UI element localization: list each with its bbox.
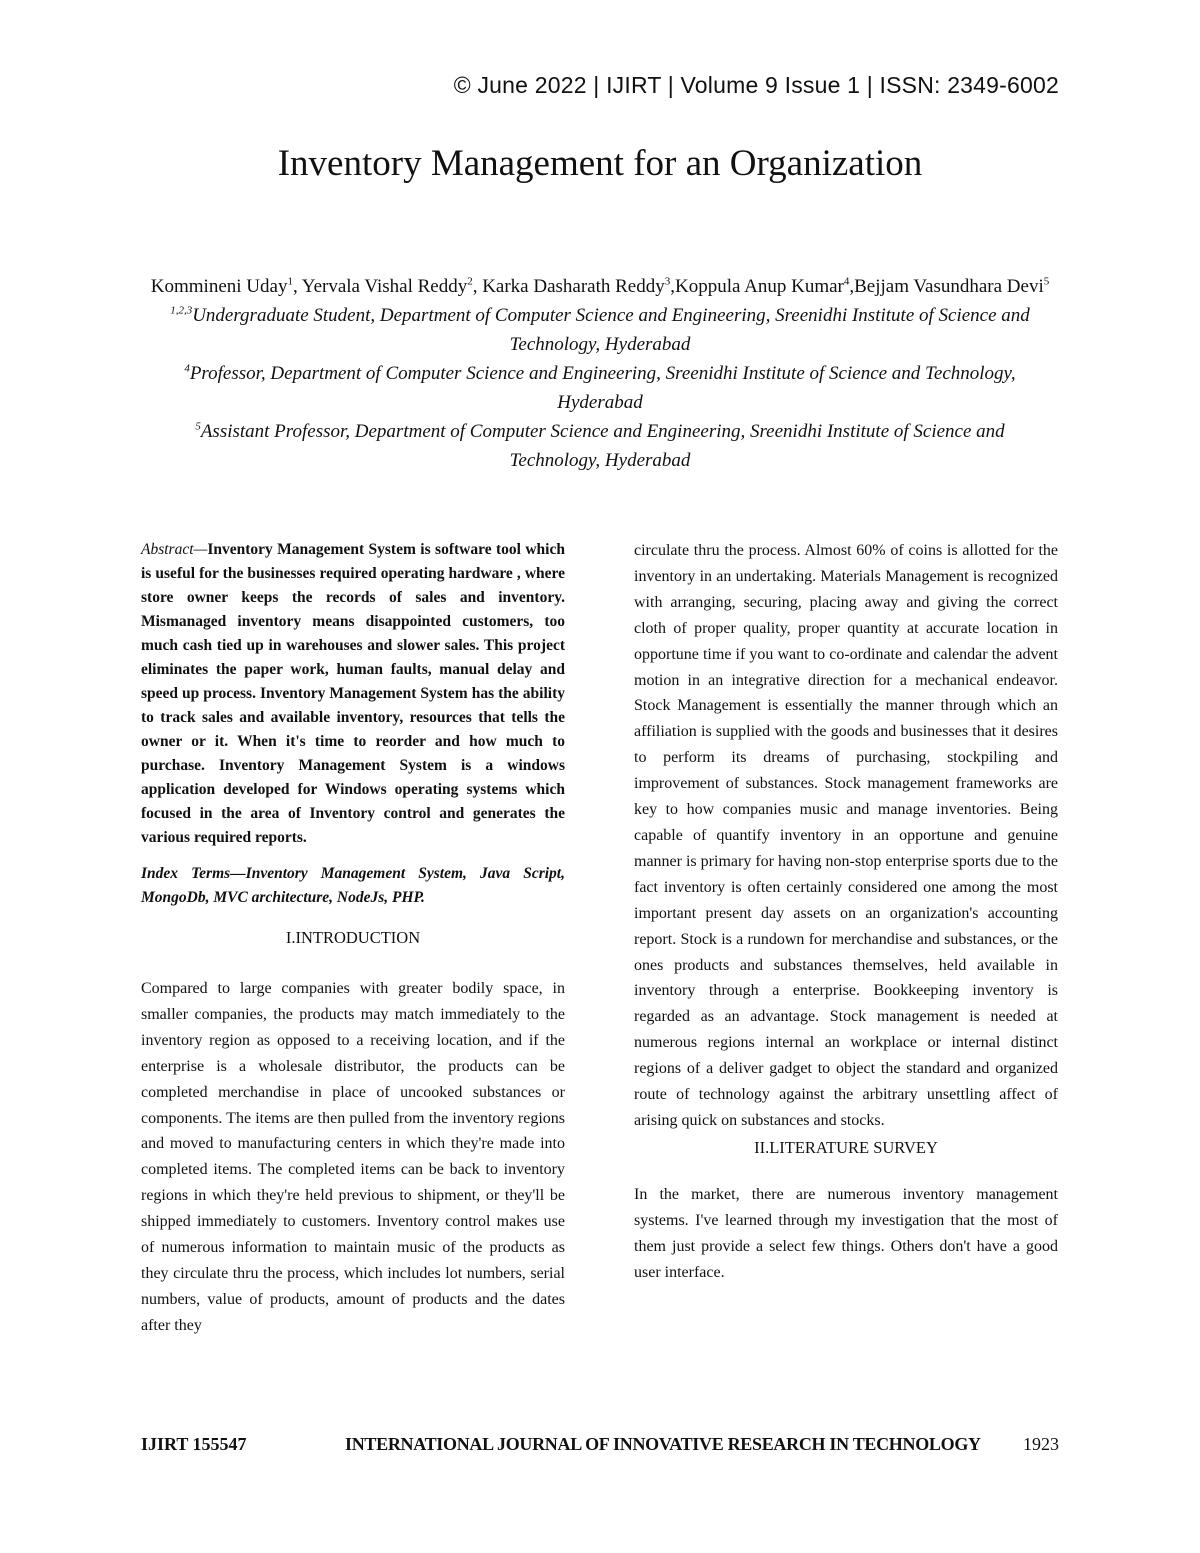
author-name: Yervala Vishal Reddy [301, 276, 468, 297]
page-number: 1923 [1023, 1434, 1059, 1454]
journal-header: © June 2022 | IJIRT | Volume 9 Issue 1 | ISSN: 2349-6002 [453, 72, 1059, 98]
author-mark: 1 [287, 275, 293, 288]
affiliation [150, 359, 1050, 417]
page-footer [141, 1434, 1059, 1458]
author-mark: 2 [467, 275, 473, 288]
footer-paper-id: IJIRT 155547 [141, 1434, 247, 1454]
author-name: Kommineni Uday [150, 276, 288, 297]
author-mark: 4 [843, 275, 850, 288]
affiliation-mark: 1,2,3 [170, 304, 193, 317]
abstract-lead: Abstract— [141, 541, 208, 558]
affiliation [150, 417, 1050, 475]
left-column [141, 538, 565, 1339]
introduction-body: Compared to large companies with greater bodily space, in smaller companies, the products may match immediately to the inventory region as opposed to a receiving location, and if the enterprise is a wholesale distributor, the products can be completed merchandise in place of uncooked substances or components. The items are then pulled from the inventory regions and moved to manufacturing centers in which they're made into completed items. The completed items can be back to inventory regions in which they're held previous to shipment, or they'll be shipped immediately to customers. Inventory control makes use of numerous information to maintain music of the products as they circulate thru the process, which includes lot numbers, serial numbers, value of products, amount of products and the dates after they [141, 980, 565, 1334]
paper-title: Inventory Management for an Organization [277, 143, 923, 184]
authors-block [150, 272, 1050, 475]
affiliation-text: Professor, Department of Computer Science and Engineering, Sreenidhi Institute of Science and Technology, Hyderabad [189, 363, 1016, 413]
abstract-text: Inventory Management System is software tool which is useful for the businesses required operating hardware , where store owner keeps the records of sales and inventory. Mismanaged inventory means disappointed customers, too much cash tied up in warehouses and slower sales. This project eliminates the paper work, human faults, manual delay and speed up process. Inventory Management System has the ability to track sales and available inventory, resources that tells the owner or it. When it's time to reorder and how much to purchase. Inventory Management System is a windows application developed for Windows operating systems which focused in the area of Inventory control and generates the various required reports. [141, 541, 565, 846]
author-name: Koppula Anup Kumar [675, 276, 844, 297]
affiliation-text: Assistant Professor, Department of Computer Science and Engineering, Sreenidhi Institute of Science and Technology, Hyderabad [200, 421, 1005, 471]
author-name: Karka Dasharath Reddy [482, 276, 665, 297]
index-terms: Index Terms—Inventory Management System, Java Script, MongoDb, MVC architecture, NodeJs, PHP. [141, 865, 565, 906]
author-mark: 3 [664, 275, 671, 288]
affiliation-text: Undergraduate Student, Department of Computer Science and Engineering, Sreenidhi Institute of Science and Technology, Hyderabad [192, 305, 1030, 355]
introduction-continued: circulate thru the process. Almost 60% of coins is allotted for the inventory in an undertaking. Materials Management is recognized with arranging, securing, placing away and giving the correct cloth of proper quality, proper quantity at accurate location in opportune time if you want to co-ordinate and calendar the advent motion in an integrative direction for a mechanical endeavor. Stock Management is essentially the manner through which an affiliation is supplied with the goods and businesses that it desires to perform its dreams of purchasing, stockpiling and improvement of substances. Stock management frameworks are key to how companies music and manage inventories. Being capable of quantify inventory in an opportune and genuine manner is primary for having non-stop enterprise sports due to the fact inventory is often certainly considered one among the most important present day assets on an organization's accounting report. Stock is a rundown for merchandise and substances, or the ones products and substances themselves, held available in inventory through a enterprise. Bookkeeping inventory is regarded as an advantage. Stock management is needed at numerous regions internal an workplace or internal distinct regions of a deliver gadget to object the standard and organized route of technology against the arbitrary unsettling affect of arising quick on substances and stocks. [634, 542, 1058, 1129]
affiliation-mark: 4 [184, 362, 190, 375]
affiliation [150, 301, 1050, 359]
abstract [141, 538, 565, 850]
author-name: Bejjam Vasundhara Devi [854, 276, 1044, 297]
author-list: Kommineni Uday$^1$, Yervala Vishal Reddy$^2$, Karka Dasharath Reddy$^3$,Koppula Anup Kumar$^4$,Bejjam Vasundhara Devi$^5$ [150, 275, 1050, 297]
literature-survey-body: In the market, there are numerous inventory management systems. I've learned through my investigation that the most of them just provide a select few things. Others don't have a good user interface. [634, 1185, 1058, 1281]
section-heading-literature-survey: II.LITERATURE SURVEY [754, 1137, 938, 1157]
section-heading-introduction: I.INTRODUCTION [285, 928, 421, 947]
footer-journal-name: INTERNATIONAL JOURNAL OF INNOVATIVE RESEARCH IN TECHNOLOGY [345, 1434, 981, 1454]
right-column [634, 538, 1058, 1285]
affiliation-mark: 5 [195, 420, 201, 433]
author-mark: 5 [1043, 275, 1050, 288]
